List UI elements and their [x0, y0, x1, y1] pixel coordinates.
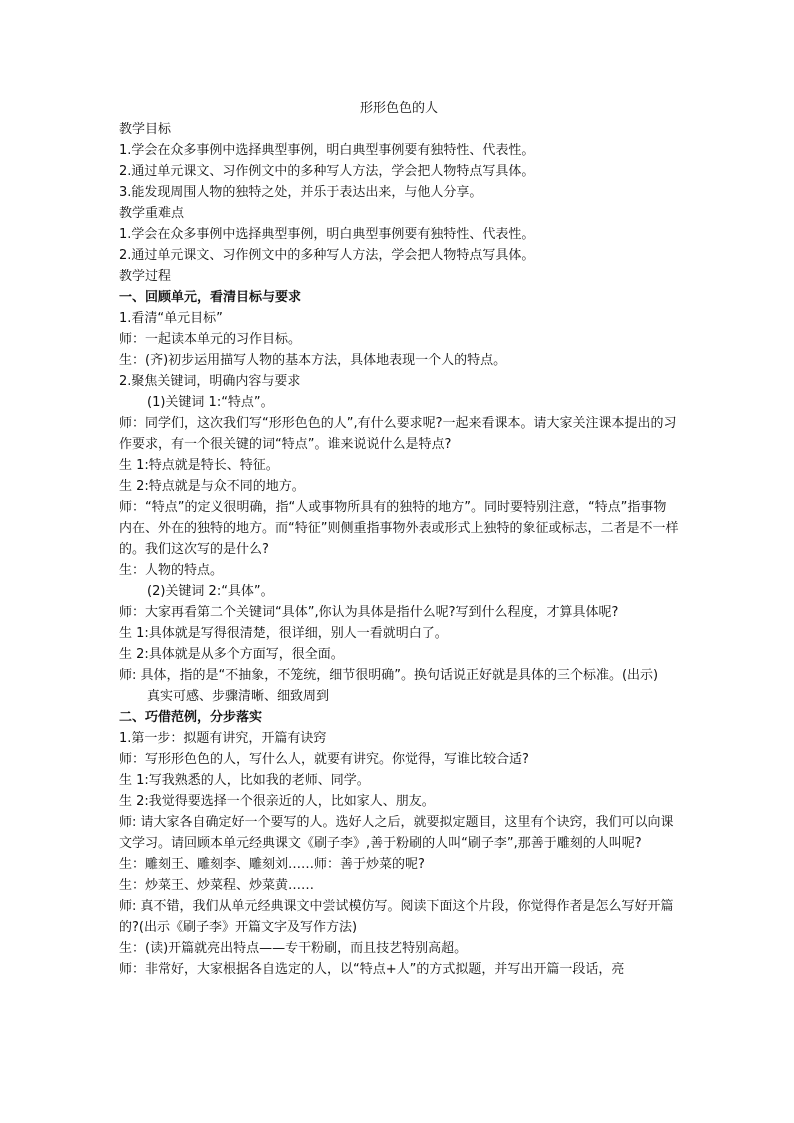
paragraph: 师：非常好，大家根据各自选定的人，以“特点+人”的方式拟题，并写出开篇一段话，亮 [119, 962, 625, 977]
paragraph: 师：“特点”的定义很明确，指“人或事物所具有的独特的地方”。同时要特别注意，“特点”指事物内在、外在的独特的地方。而“特征”则侧重指事物外表或形式上独特的象征或标志，二者是不一样的。我们这次写的是什么? [119, 500, 679, 557]
paragraph: 师: 具体，指的是“不抽象，不笼统，细节很明确”。换句话说正好就是具体的三个标准。(出示) [119, 668, 659, 683]
paragraph: 生：炒菜王、炒菜程、炒菜黄…… [119, 878, 315, 893]
key-points-heading: 教学重难点 [119, 206, 185, 221]
paragraph: 生 1:具体就是写得很清楚，很详细，别人一看就明白了。 [119, 626, 448, 641]
paragraph: 生 1:特点就是特长、特征。 [119, 458, 279, 473]
key-point-2: 2.通过单元课文、习作例文中的多种写人方法，学会把人物特点写具体。 [119, 248, 535, 263]
paragraph: 师：一起读本单元的习作目标。 [119, 332, 302, 347]
paragraph: 生：人物的特点。 [119, 563, 224, 578]
paragraph: 生：雕刻王、雕刻李、雕刻刘……师：善于炒菜的呢? [119, 857, 425, 872]
paragraph: 师：大家再看第二个关键词“具体”,你认为具体是指什么呢?写到什么程度，才算具体呢? [119, 605, 619, 620]
paragraph: 师：写形形色色的人，写什么人，就要有讲究。你觉得，写谁比较合适? [119, 752, 529, 767]
document-page [119, 98, 679, 980]
paragraph: 师：同学们，这次我们写“形形色色的人”,有什么要求呢?一起来看课本。请大家关注课本提出的习作要求，有一个很关键的词“特点”。谁来说说什么是特点? [119, 416, 677, 452]
paragraph: 生 2:特点就是与众不同的地方。 [119, 479, 305, 494]
keyword-2-label: (2)关键词 2:“具体”。 [147, 584, 274, 599]
paragraph: 生：(齐)初步运用描写人物的基本方法，具体地表现一个人的特点。 [119, 353, 507, 368]
paragraph: 生 2:具体就是从多个方面写，很全面。 [119, 647, 344, 662]
keyword-1-label: (1)关键词 1:“特点”。 [147, 395, 274, 410]
part1-heading: 一、回顾单元，看清目标与要求 [119, 290, 302, 305]
paragraph: 1.看清“单元目标” [119, 311, 223, 326]
paragraph: 师: 真不错，我们从单元经典课文中尝试模仿写。阅读下面这个片段，你觉得作者是怎么写好开篇的?(出示《刷子李》开篇文字及写作方法) [119, 899, 674, 935]
key-point-1: 1.学会在众多事例中选择典型事例，明白典型事例要有独特性、代表性。 [119, 227, 535, 242]
paragraph: 生 2:我觉得要选择一个很亲近的人，比如家人、朋友。 [119, 794, 435, 809]
goals-heading: 教学目标 [119, 122, 172, 137]
goal-item-1: 1.学会在众多事例中选择典型事例，明白典型事例要有独特性、代表性。 [119, 143, 535, 158]
goal-item-2: 2.通过单元课文、习作例文中的多种写人方法，学会把人物特点写具体。 [119, 164, 535, 179]
goal-item-3: 3.能发现周围人物的独特之处，并乐于表达出来，与他人分享。 [119, 185, 483, 200]
process-heading: 教学过程 [119, 269, 172, 284]
paragraph: 生 1:写我熟悉的人，比如我的老师、同学。 [119, 773, 370, 788]
page-title: 形形色色的人 [359, 101, 438, 116]
paragraph: 2.聚焦关键词，明确内容与要求 [119, 374, 301, 389]
paragraph: 1.第一步：拟题有讲究，开篇有诀窍 [119, 731, 327, 746]
paragraph: 生：(读)开篇就亮出特点——专干粉刷，而且技艺特别高超。 [119, 941, 468, 956]
standards-line: 真实可感、步骤清晰、细致周到 [147, 689, 330, 704]
part2-heading: 二、巧借范例，分步落实 [119, 710, 263, 725]
paragraph: 师: 请大家各自确定好一个要写的人。选好人之后，就要拟定题目，这里有个诀窍，我们可以向课文学习。请回顾本单元经典课文《刷子李》,善于粉刷的人叫“刷子李”,那善于雕刻的人叫呢? [119, 815, 674, 851]
